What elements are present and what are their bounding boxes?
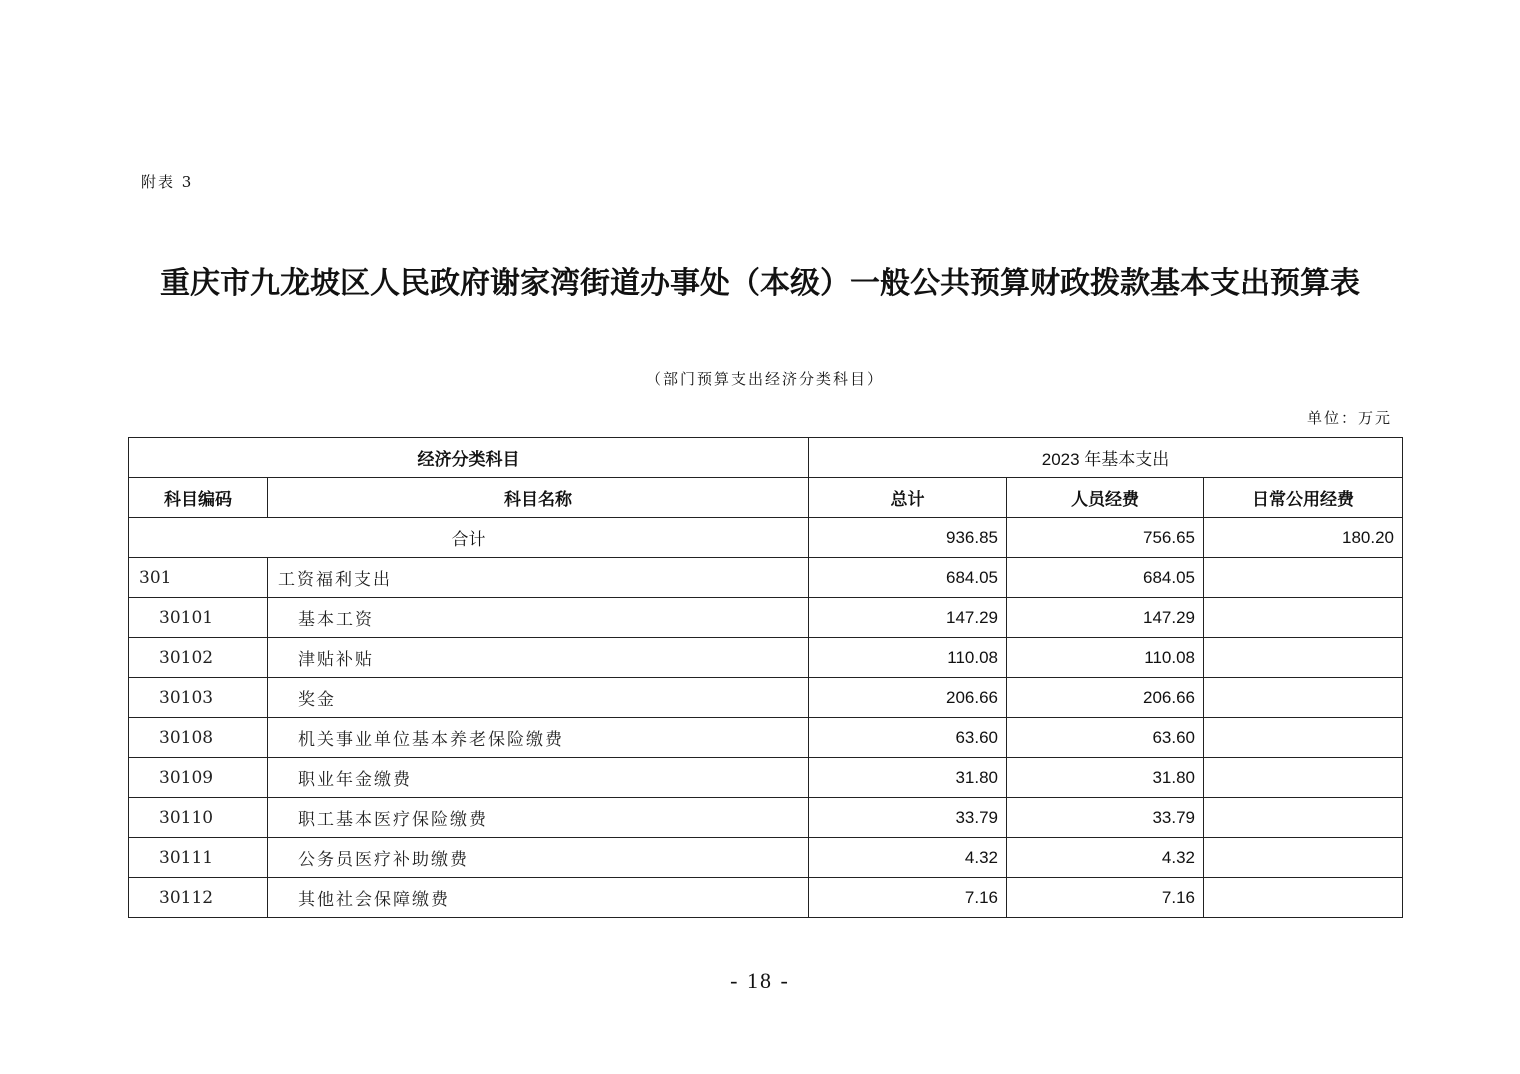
table-row: [129, 638, 1403, 678]
row-public: [1204, 838, 1403, 878]
row-code: 30108: [129, 718, 268, 758]
table-row: [129, 838, 1403, 878]
row-total: 7.16: [809, 878, 1007, 918]
row-total: 33.79: [809, 798, 1007, 838]
row-public: [1204, 598, 1403, 638]
personnel-column-header: 人员经费: [1007, 478, 1204, 518]
row-code: 30110: [129, 798, 268, 838]
table-row: [129, 678, 1403, 718]
row-name: 机关事业单位基本养老保险缴费: [268, 718, 809, 758]
total-row: [129, 518, 1403, 558]
row-personnel: 31.80: [1007, 758, 1204, 798]
row-public: [1204, 558, 1403, 598]
row-name: 工资福利支出: [268, 558, 809, 598]
row-code: 30103: [129, 678, 268, 718]
row-public: [1204, 638, 1403, 678]
row-total: 31.80: [809, 758, 1007, 798]
table-row: [129, 718, 1403, 758]
row-public: [1204, 798, 1403, 838]
group-header-row: [129, 438, 1403, 478]
row-code: 30102: [129, 638, 268, 678]
row-personnel: 110.08: [1007, 638, 1204, 678]
row-public: [1204, 878, 1403, 918]
row-total: 147.29: [809, 598, 1007, 638]
row-personnel: 147.29: [1007, 598, 1204, 638]
row-total: 4.32: [809, 838, 1007, 878]
row-personnel: 684.05: [1007, 558, 1204, 598]
row-name: 基本工资: [268, 598, 809, 638]
attachment-label: 附表 3: [141, 173, 194, 191]
total-row-public: 180.20: [1204, 518, 1403, 558]
total-column-header: 总计: [809, 478, 1007, 518]
name-column-header: 科目名称: [268, 478, 809, 518]
table-row: [129, 598, 1403, 638]
row-name: 津贴补贴: [268, 638, 809, 678]
row-name: 职工基本医疗保险缴费: [268, 798, 809, 838]
row-name: 职业年金缴费: [268, 758, 809, 798]
total-row-personnel: 756.65: [1007, 518, 1204, 558]
row-public: [1204, 678, 1403, 718]
year-expense-header: 2023 年基本支出: [809, 438, 1403, 478]
row-name: 奖金: [268, 678, 809, 718]
row-total: 206.66: [809, 678, 1007, 718]
document-title: 重庆市九龙坡区人民政府谢家湾街道办事处（本级）一般公共预算财政拨款基本支出预算表: [160, 266, 1360, 301]
row-personnel: 206.66: [1007, 678, 1204, 718]
row-total: 63.60: [809, 718, 1007, 758]
table-row: [129, 878, 1403, 918]
document-subtitle: （部门预算支出经济分类科目）: [645, 370, 884, 388]
total-row-total: 936.85: [809, 518, 1007, 558]
table-row: [129, 798, 1403, 838]
row-personnel: 4.32: [1007, 838, 1204, 878]
row-code: 301: [129, 558, 268, 598]
page-number: - 18 -: [730, 968, 790, 993]
row-public: [1204, 718, 1403, 758]
row-code: 30112: [129, 878, 268, 918]
row-personnel: 33.79: [1007, 798, 1204, 838]
row-total: 684.05: [809, 558, 1007, 598]
total-row-label: 合计: [129, 518, 809, 558]
row-name: 其他社会保障缴费: [268, 878, 809, 918]
row-total: 110.08: [809, 638, 1007, 678]
row-public: [1204, 758, 1403, 798]
unit-label: 单位：万元: [1306, 409, 1392, 427]
table-row: [129, 558, 1403, 598]
row-code: 30101: [129, 598, 268, 638]
row-personnel: 63.60: [1007, 718, 1204, 758]
row-code: 30109: [129, 758, 268, 798]
row-personnel: 7.16: [1007, 878, 1204, 918]
economic-category-header: 经济分类科目: [129, 438, 809, 478]
table-row: [129, 758, 1403, 798]
column-header-row: [129, 478, 1403, 518]
public-column-header: 日常公用经费: [1204, 478, 1403, 518]
code-column-header: 科目编码: [129, 478, 268, 518]
row-code: 30111: [129, 838, 268, 878]
row-name: 公务员医疗补助缴费: [268, 838, 809, 878]
budget-table: [128, 437, 1403, 918]
